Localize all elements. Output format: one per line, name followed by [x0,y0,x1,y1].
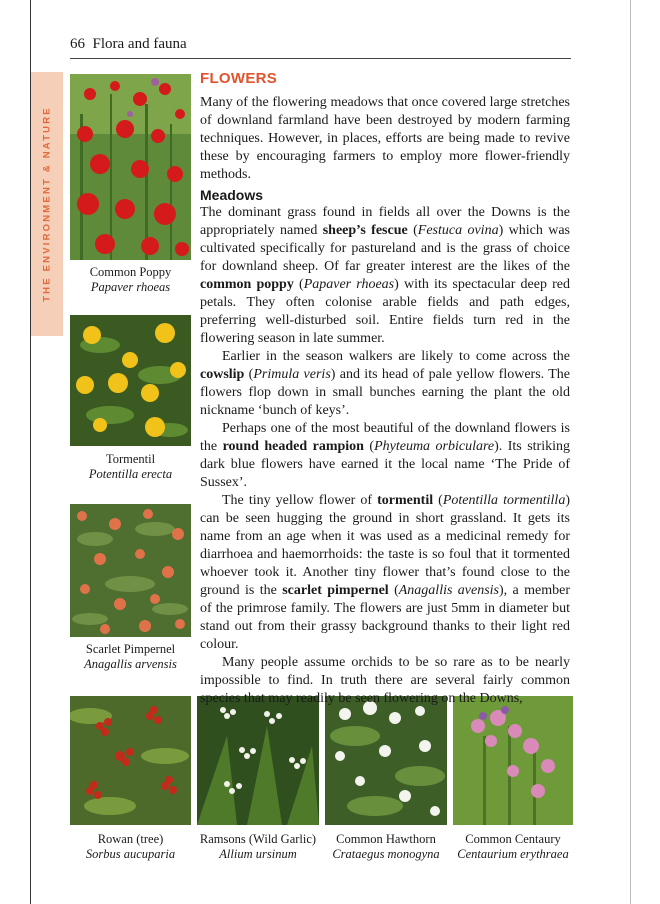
text-run: ( [433,493,443,508]
chapter-tab-label: THE ENVIRONMENT & NATURE [41,106,53,302]
text-run: ) can be seen hugging the ground in short grassland. It gets its name from an age when it was used as a medicinal remedy for diarrhoea and haemorrhoids: the taste is so foul that it tormented whoever took it. Another tiny flower that’s found close to the ground is the [200,493,570,598]
text-run: ) which was cultivated specifically for pastureland and is the grass of choice for downland sheep. Of far greater interest are the likes of the [200,223,571,274]
text-run: Papaver rhoeas [303,277,395,292]
section-title: Flora and fauna [92,36,187,52]
paragraph [200,420,570,492]
text-run: ) with its spectacular deep red petals. They often colonise arable fields and path edges, preferring well-disturbed soil. Entire fields turn red in the flowering season in late summer. [200,277,570,346]
caption-common-name: Common Centaury [465,832,561,846]
text-run: The tiny yellow flower of [222,493,378,508]
intro-paragraph: Many of the flowering meadows that once covered large stretches of downland farmland have been destroyed by modern farming techniques. However, in places, efforts are being made to revive these by encouraging farmers to employ more flower-friendly methods. [200,95,570,182]
poppy-photo [70,74,191,260]
caption-common-name: Scarlet Pimpernel [85,642,176,656]
caption-common-name: Ramsons (Wild Garlic) [199,832,317,846]
ramsons-caption [190,832,326,862]
text-run: common poppy [200,277,294,292]
centaury-photo [453,696,573,825]
paragraph [200,348,570,420]
text-run: scarlet pimpernel [282,583,389,598]
rowan-caption [62,832,199,862]
caption-latin-name: Anagallis arvensis [84,657,177,671]
text-run: Primula veris [253,367,331,382]
centaury-caption [446,832,580,862]
rowan-photo [70,696,191,825]
caption-latin-name: Sorbus aucuparia [85,847,176,861]
text-run: Festuca ovina [417,223,499,238]
chapter-tab [31,72,63,336]
text-run: cowslip [200,367,245,382]
text-run: The dominant grass found in fields all over the Downs is the appropriately named [200,205,570,238]
caption-latin-name: Crataegus monogyna [332,847,440,861]
text-run: tormentil [377,493,434,508]
caption-latin-name: Centaurium erythraea [457,847,569,861]
tormentil-caption [70,452,191,482]
ramsons-photo [197,696,319,825]
tormentil-photo [70,315,191,446]
caption-common-name: Tormentil [105,452,156,466]
caption-common-name: Rowan (tree) [97,832,164,846]
text-run: Potentilla tormentilla [442,493,566,508]
poppy-caption [70,265,191,295]
text-run: ( [363,439,375,454]
caption-common-name: Common Poppy [89,265,172,279]
subheading: Meadows [200,187,264,203]
paragraph [200,204,570,348]
text-run: Phyteuma orbiculare [374,439,495,454]
running-header [70,36,187,53]
caption-latin-name: Papaver rhoeas [90,280,171,294]
hawthorn-photo [325,696,447,825]
hawthorn-caption [318,832,454,862]
scarlet-pimpernel-caption [70,642,191,672]
text-run: Anagallis avensis [398,583,500,598]
page-edge-right [630,0,631,904]
text-run: ), a member of the primrose family. The flowers are just 5mm in diameter but stand out from their grassy background thanks to their light red colour. [200,583,571,652]
text-run: Earlier in the season walkers are likely to come across the [222,349,570,364]
text-run: Perhaps one of the most beautiful of the downland flowers is the [200,421,570,454]
scarlet-pimpernel-photo [70,504,191,637]
text-run: ( [388,583,399,598]
text-run: sheep’s fescue [322,223,408,238]
article-title: FLOWERS [200,70,278,87]
paragraph: Many people assume orchids to be so rare as to be nearly impossible to find. In truth there are several fairly common species that may readily be seen flowering on the Downs, [200,655,570,706]
text-run: ). Its striking dark blue flowers have earned it the local name ‘The Pride of Sussex’. [200,439,570,490]
paragraph [200,492,570,654]
text-run: ( [293,277,304,292]
page-number: 66 [70,36,85,52]
text-run: ) and its head of pale yellow flowers. The flowers flop down in small bunches earning the plant the old nickname ‘bunch of keys’. [200,367,570,418]
text-run: round headed rampion [222,439,364,454]
header-rule [70,58,571,59]
text-run: ( [407,223,418,238]
caption-latin-name: Allium ursinum [219,847,297,861]
text-run: ( [244,367,254,382]
article-body [200,70,570,708]
caption-latin-name: Potentilla erecta [88,467,173,481]
caption-common-name: Common Hawthorn [336,832,436,846]
